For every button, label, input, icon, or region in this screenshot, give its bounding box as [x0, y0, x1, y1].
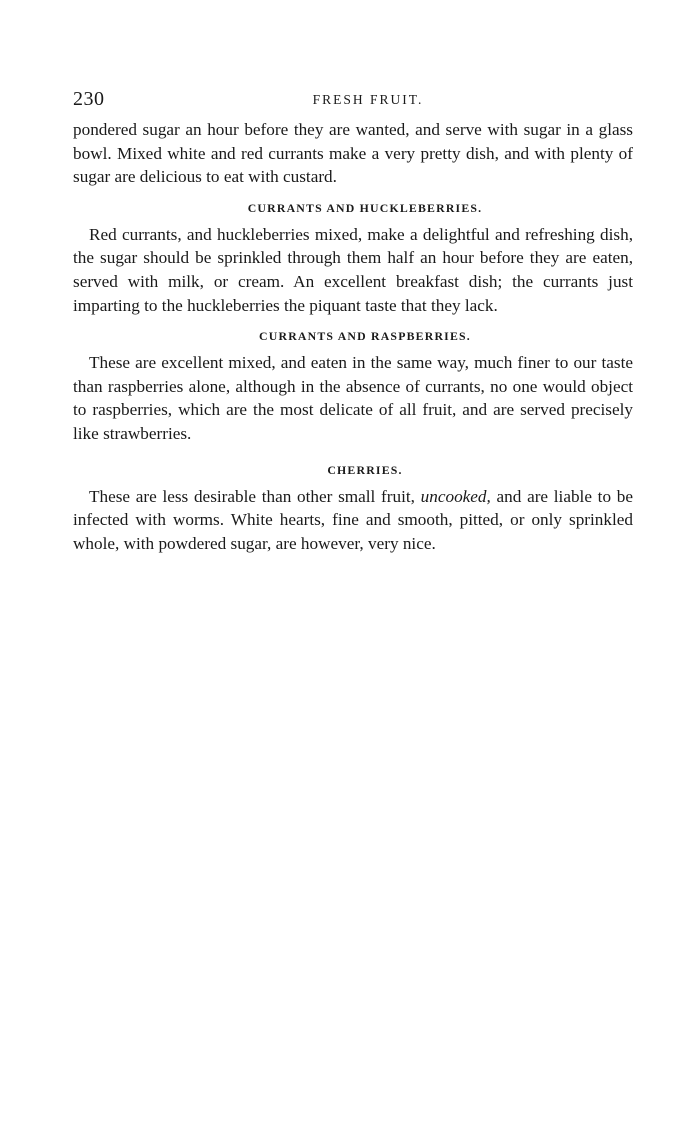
paragraph-currants-raspberries: These are excellent mixed, and eaten in the same way, much finer to our taste than raspberries alone, although in the absence of currants, no one would object to raspberries, which are the most delicate of all fruit, and are served precisely like strawberries. [73, 353, 633, 443]
paragraph-continued: pondered sugar an hour before they are wanted, and serve with sugar in a glass bowl. Mixed white and red currants make a very pretty dish, and with plenty of sugar are delicious to eat with custard. [73, 120, 633, 187]
cherries-text-end: and are liable to be infected with worms. White hearts, fine and smooth, pitted, or only sprinkled whole, with powdered sugar, are however, very nice. [73, 486, 633, 553]
paragraph-cherries [73, 485, 633, 556]
section-heading-currants-huckleberries: CURRANTS AND HUCKLEBERRIES. [247, 200, 483, 215]
cherries-text-start: These are less desirable than other small fruit, [89, 486, 421, 506]
running-head [73, 88, 633, 118]
page-number: 230 [73, 88, 105, 110]
cherries-text-italic: uncooked, [420, 486, 491, 506]
section-heading-cherries: CHERRIES. [327, 462, 403, 477]
running-title: FRESH FRUIT. [312, 92, 424, 107]
paragraph-currants-huckleberries: Red currants, and huckleberries mixed, make a delightful and refreshing dish, the sugar should be sprinkled through them half an hour before they are eaten, served with milk, or cream. An excellent breakfast dish; the currants just imparting to the huckleberries the piquant taste that they lack. [73, 224, 633, 315]
book-page [73, 88, 633, 555]
section-heading-currants-raspberries: CURRANTS AND RASPBERRIES. [259, 329, 471, 344]
